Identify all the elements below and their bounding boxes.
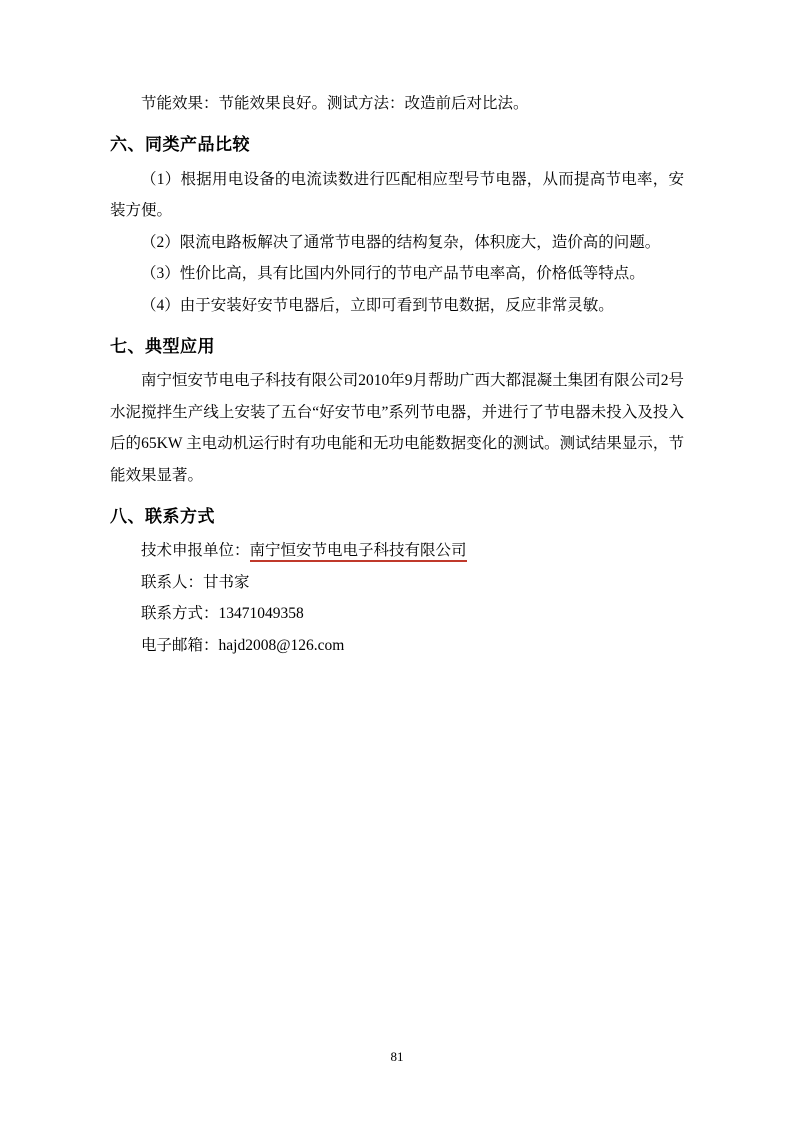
contact-email-line [110,630,684,661]
contact-email-label: 电子邮箱： [141,636,219,654]
contact-phone-value: 13471049358 [218,605,304,623]
section-seven [110,331,684,491]
section-seven-paragraph-1: 南宁恒安节电电子科技有限公司2010年9月帮助广西大都混凝土集团有限公司2号水泥搅拌生产线上安装了五台“好安节电”系列节电器，并进行了节电器未投入及投入后的65KW 主电动机运行时有功电能和无功电能数据变化的测试。测试结果显示，节能效果显著。 [110,372,684,484]
section-six-paragraph-2: （2）限流电路板解决了通常节电器的结构复杂，体积庞大，造价高的问题。 [141,233,661,251]
contact-applicant-label: 技术申报单位： [141,542,250,560]
contact-phone-label: 联系方式： [141,605,219,623]
section-six-paragraph-4: （4）由于安装好安节电器后，立即可看到节电数据，反应非常灵敏。 [141,296,614,314]
section-eight-heading: 八、联系方式 [110,507,215,527]
section-six-paragraph-3: （3）性价比高，具有比国内外同行的节电产品节电率高，价格低等特点。 [141,265,645,283]
page-number: 81 [390,1049,404,1064]
contact-applicant-value: 南宁恒安节电电子科技有限公司 [250,542,467,562]
section-eight [110,501,684,661]
contact-phone-line [110,598,684,629]
paragraph-energy-saving-effect: 节能效果：节能效果良好。测试方法：改造前后对比法。 [141,95,529,112]
contact-applicant-line [110,535,684,566]
contact-person-line [110,567,684,598]
section-six-heading: 六、同类产品比较 [110,135,250,155]
contact-person-value: 甘书家 [203,573,250,591]
section-six-paragraph-1: （1）根据用电设备的电流读数进行匹配相应型号节电器，从而提高节电率，安装方便。 [110,170,684,220]
section-six [110,129,684,321]
contact-person-label: 联系人： [141,573,204,591]
section-seven-heading: 七、典型应用 [110,337,215,357]
contact-email-value: hajd2008@126.com [218,636,345,654]
